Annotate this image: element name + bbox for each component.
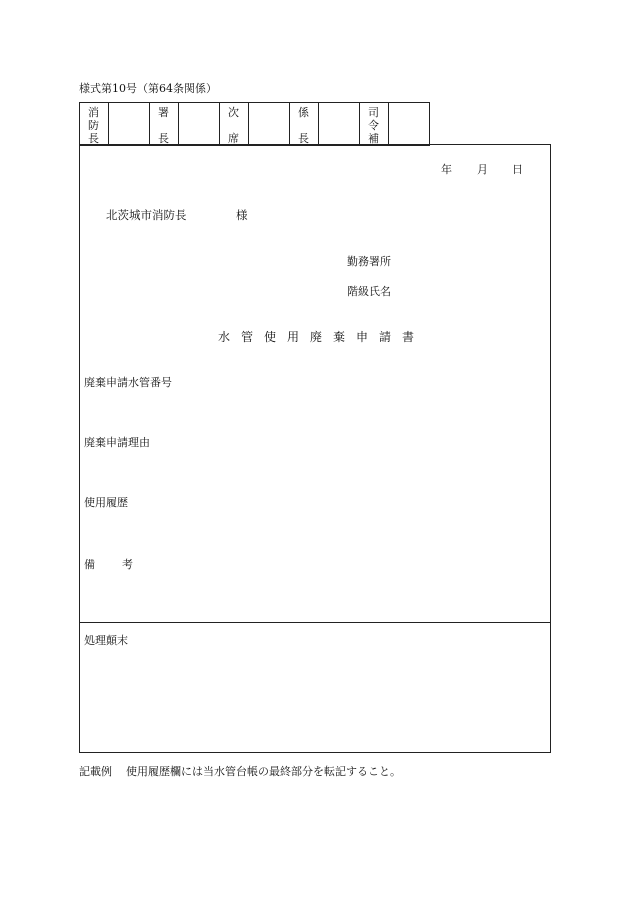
reason-label: 廃棄申請理由 — [84, 436, 150, 449]
applicant-rank-name-label: 階級氏名 — [347, 285, 391, 298]
date-year-label: 年 — [441, 163, 452, 176]
date-month-label: 月 — [477, 163, 488, 176]
stamp-label-section-chief: 係 長 — [290, 103, 319, 146]
disposal-label: 処理顛末 — [84, 634, 128, 647]
pipe-number-label: 廃棄申請水管番号 — [84, 376, 172, 389]
stamp-label-commander-aide: 司 令 補 — [360, 103, 389, 146]
stamp-box-fire-chief[interactable] — [109, 103, 150, 146]
stamp-box-section-chief[interactable] — [319, 103, 360, 146]
date-day-label: 日 — [512, 163, 523, 176]
note-heading: 記載例 — [79, 765, 112, 778]
addressee: 北茨城市消防長 — [106, 208, 187, 222]
stamp-box-commander-aide[interactable] — [389, 103, 430, 146]
stamp-label-station-chief: 署 長 — [150, 103, 179, 146]
honorific: 様 — [236, 208, 248, 222]
form-number-label: 様式第10号（第64条関係） — [79, 82, 217, 95]
note-text: 使用履歴欄には当水管台帳の最終部分を転記すること。 — [126, 765, 401, 778]
stamp-box-deputy[interactable] — [249, 103, 290, 146]
section-divider — [80, 622, 550, 623]
stamp-label-deputy: 次 席 — [220, 103, 249, 146]
stamp-label-fire-chief: 消 防 長 — [80, 103, 109, 146]
applicant-office-label: 勤務署所 — [347, 255, 391, 268]
document-title: 水管使用廃棄申請書 — [218, 330, 426, 344]
usage-history-label: 使用履歴 — [84, 496, 128, 509]
remarks-label: 備 考 — [84, 558, 133, 571]
stamp-box-station-chief[interactable] — [179, 103, 220, 146]
approval-stamp-table — [79, 102, 430, 146]
